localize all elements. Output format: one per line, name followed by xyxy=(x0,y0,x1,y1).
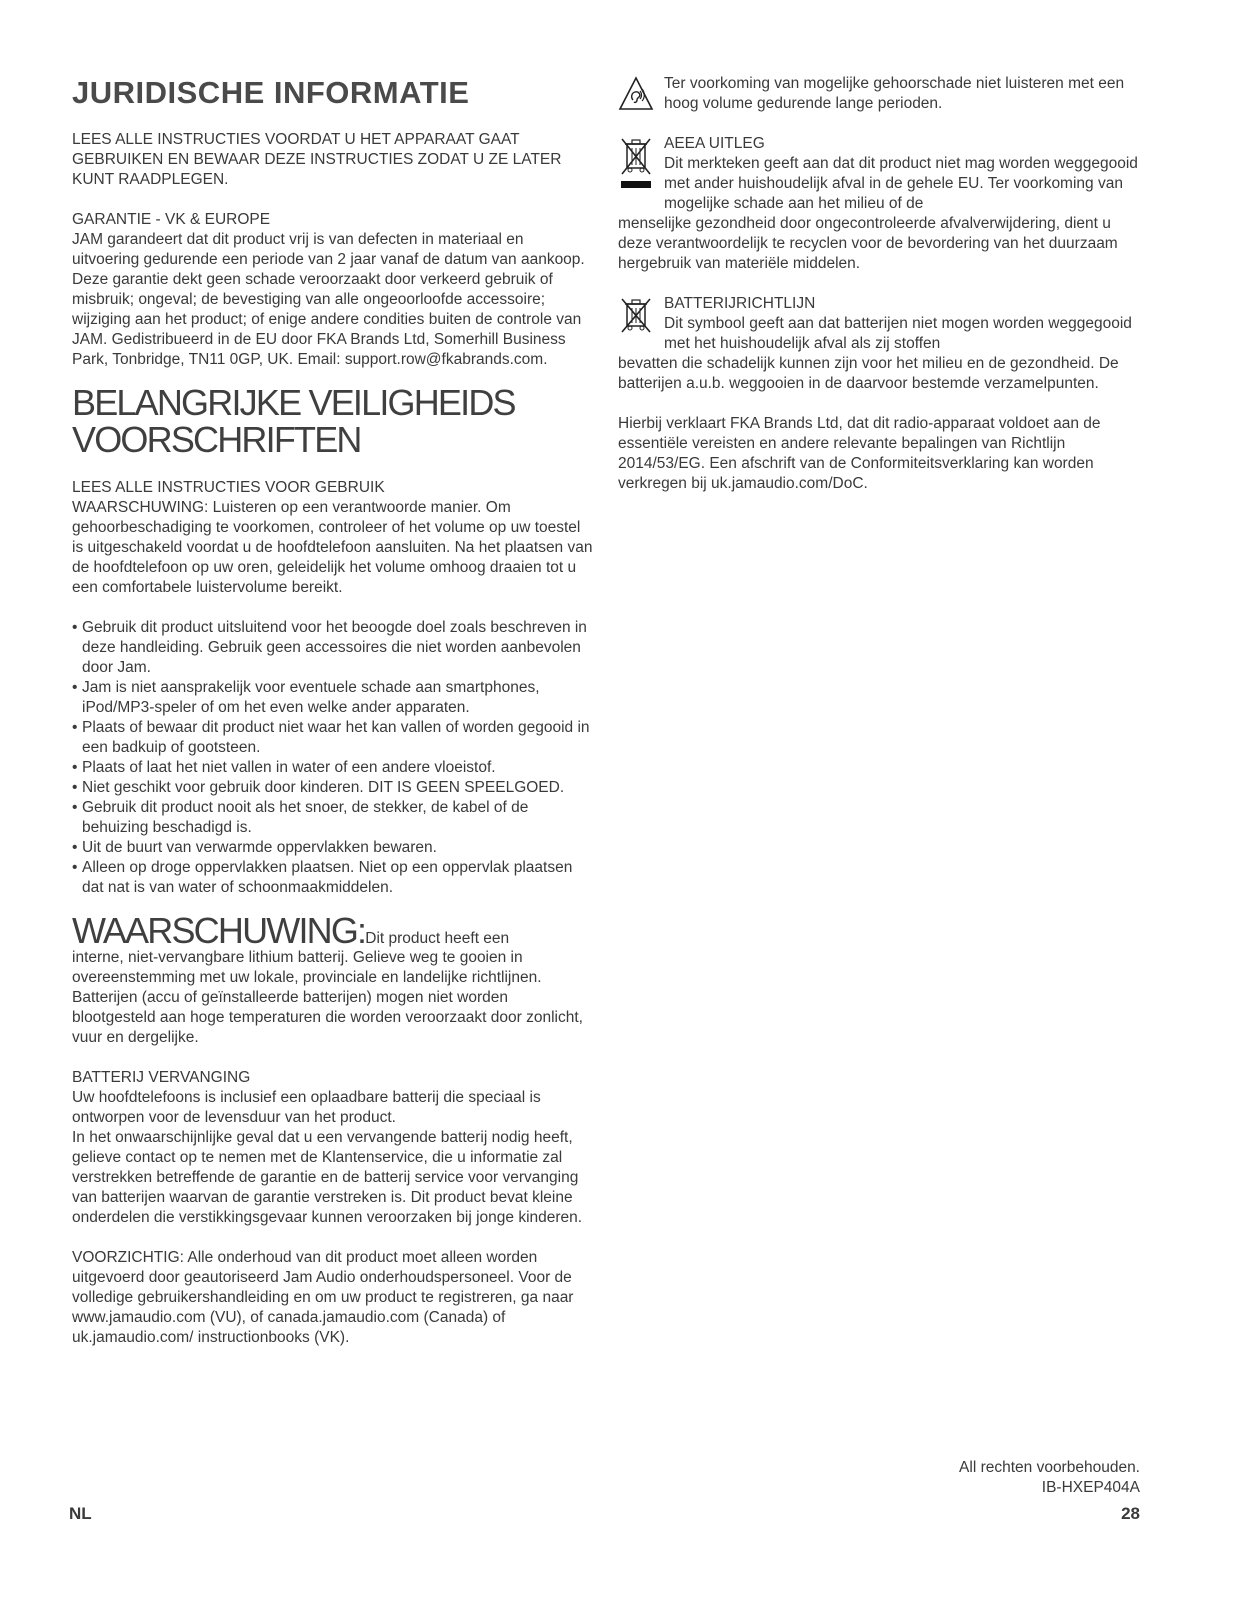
legal-intro: LEES ALLE INSTRUCTIES VOORDAT U HET APPARAAT GAAT GEBRUIKEN EN BEWAAR DEZE INSTRUCTIES ZODAT U ZE LATER KUNT RAADPLEGEN. xyxy=(72,131,562,188)
list-item: • Uit de buurt van verwarmde oppervlakken bewaren. xyxy=(72,838,594,858)
hearing-notice xyxy=(618,74,1146,114)
hearing-text: Ter voorkoming van mogelijke gehoorschade niet luisteren met een hoog volume gedurende lange perioden. xyxy=(664,75,1125,112)
safety-bullet-list xyxy=(72,618,594,898)
battery-directive-text-indent: Dit symbool geeft aan dat batterijen niet mogen worden weggegooid met het huishoudelijk afval als zij stoffen xyxy=(664,315,1132,352)
right-column xyxy=(618,74,1146,494)
crossed-bin-icon xyxy=(618,136,654,192)
caution-label: VOORZICHTIG: xyxy=(72,1249,184,1266)
battery-warning-inline: Dit product heeft een xyxy=(365,930,510,947)
caution-text: Alle onderhoud van dit product moet alleen worden uitgevoerd door geautoriseerd Jam Audio onderhoudspersoneel. Voor de volledige gebruikershandleiding en om uw product te registreren, ga naar www.jamaudio.com (VU), of canada.jamaudio.com (Canada) of uk.jamaudio.com/ instructionbooks (VK). xyxy=(72,1249,574,1346)
list-item: • Alleen op droge oppervlakken plaatsen. Niet op een oppervlak plaatsen dat nat is van water of schoonmaakmiddelen. xyxy=(72,858,594,898)
listening-warning-text: WAARSCHUWING: Luisteren op een verantwoorde manier. Om gehoorbeschadiging te voorkomen, controleer of het volume op uw toestel is uitgeschakeld voordat u de hoofdtelefoon aansluiten. Na het plaatsen van de hoofdtelefoon op uw oren, geleidelijk het volume omhoog draaien tot u een comfortabele luistervolume bereikt. xyxy=(72,499,593,596)
weee-text-indent: Dit merkteken geeft aan dat dit product niet mag worden weggegooid met ander huishoudelijk afval in de gehele EU. Ter voorkoming van mogelijke schade aan het milieu of de xyxy=(664,155,1138,212)
battery-directive-text-flow: bevatten die schadelijk kunnen zijn voor het milieu en de gezondheid. De batterijen a.u.b. weggooien in de daarvoor bestemde verzamelpunten. xyxy=(618,355,1119,392)
warranty-text: JAM garandeert dat dit product vrij is van defecten in materiaal en uitvoering gedurende een periode van 2 jaar vanaf de datum van aankoop. Deze garantie dekt geen schade veroorzaakt door verkeerd gebruik of misbruik; ongeval; de bevestiging van alle ongeoorloofde accessoire; wijziging aan het product; of enige andere condities buiten de controle van JAM. Gedistribueerd in de EU door FKA Brands Ltd, Somerhill Business Park, Tonbridge, TN11 0GP, UK. Email: support.row@fkabrands.com. xyxy=(72,231,585,368)
list-item: • Jam is niet aansprakelijk voor eventuele schade aan smartphones, iPod/MP3-speler of om het even welke ander apparaten. xyxy=(72,678,594,718)
declaration-text: Hierbij verklaart FKA Brands Ltd, dat dit radio-apparaat voldoet aan de essentiële vereisten en andere relevante bepalingen van Richtlijn 2014/53/EG. Een afschrift van de Conformiteitsverklaring kan worden verkregen bij uk.jamaudio.com/DoC. xyxy=(618,415,1101,492)
crossed-bin-icon xyxy=(618,296,654,334)
rights-text: All rechten voorbehouden. xyxy=(959,1459,1140,1476)
list-item: • Plaats of bewaar dit product niet waar het kan vallen of worden gegooid in een badkuip of gootsteen. xyxy=(72,718,594,758)
left-column xyxy=(72,74,594,1348)
safety-title xyxy=(72,384,594,458)
hearing-warning-icon xyxy=(618,76,654,114)
battery-directive-section xyxy=(618,294,1146,394)
battery-warning xyxy=(72,910,594,1048)
caution-paragraph xyxy=(72,1248,594,1348)
battery-replacement-text1: Uw hoofdtelefoons is inclusief een oplaadbare batterij die speciaal is ontworpen voor de levensduur van het product. xyxy=(72,1089,541,1126)
footer-rights-block xyxy=(959,1458,1140,1498)
warranty-heading: GARANTIE - VK & EUROPE xyxy=(72,211,271,228)
battery-replacement-text2: In het onwaarschijnlijke geval dat u een vervangende batterij nodig heeft, gelieve contact op te nemen met de Klantenservice, die u informatie zal verstrekken betreffende de garantie en de batterij service voor vervanging van batterijen waarvan de garantie verstreken is. Dit product bevat kleine onderdelen die verstikkingsgevaar kunnen veroorzaken bij jonge kinderen. xyxy=(72,1129,583,1226)
list-item: • Plaats of laat het niet vallen in water of een andere vloeistof. xyxy=(72,758,594,778)
battery-directive-heading: BATTERIJRICHTLIJN xyxy=(664,295,816,312)
list-item: • Niet geschikt voor gebruik door kinderen. DIT IS GEEN SPEELGOED. xyxy=(72,778,594,798)
weee-header-row xyxy=(618,134,1146,214)
safety-title-line2: VOORSCHRIFTEN xyxy=(72,419,361,460)
battery-directive-header-row xyxy=(618,294,1146,354)
page-number: 28 xyxy=(1121,1504,1140,1523)
battery-warning-text: interne, niet-vervangbare lithium batterij. Gelieve weg te gooien in overeenstemming met uw lokale, provinciale en landelijke richtlijnen. Batterijen (accu of geïnstalleerde batterijen) mogen niet worden blootgesteld aan hoge temperaturen die worden veroorzaakt door zonlicht, vuur en dergelijke. xyxy=(72,949,583,1046)
battery-replacement-heading: BATTERIJ VERVANGING xyxy=(72,1069,251,1086)
safety-title-line1: BELANGRIJKE VEILIGHEIDS xyxy=(72,382,515,423)
weee-heading: AEEA UITLEG xyxy=(664,135,765,152)
language-label: NL xyxy=(69,1504,92,1523)
weee-text-flow: menselijke gezondheid door ongecontroleerde afvalverwijdering, dient u deze verantwoordelijk te recyclen voor de bevordering van het duurzaam hergebruik van materiële middelen. xyxy=(618,215,1118,272)
read-instructions-heading: LEES ALLE INSTRUCTIES VOOR GEBRUIK xyxy=(72,479,385,496)
list-item: • Gebruik dit product uitsluitend voor het beoogde doel zoals beschreven in deze handleiding. Gebruik geen accessoires die niet worden aanbevolen door Jam. xyxy=(72,618,594,678)
legal-title: JURIDISCHE INFORMATIE xyxy=(72,75,470,110)
battery-warning-heading: WAARSCHUWING: xyxy=(72,910,366,951)
weee-section xyxy=(618,134,1146,274)
list-item: • Gebruik dit product nooit als het snoer, de stekker, de kabel of de behuizing beschadigd is. xyxy=(72,798,594,838)
product-code: IB-HXEP404A xyxy=(1041,1479,1140,1496)
